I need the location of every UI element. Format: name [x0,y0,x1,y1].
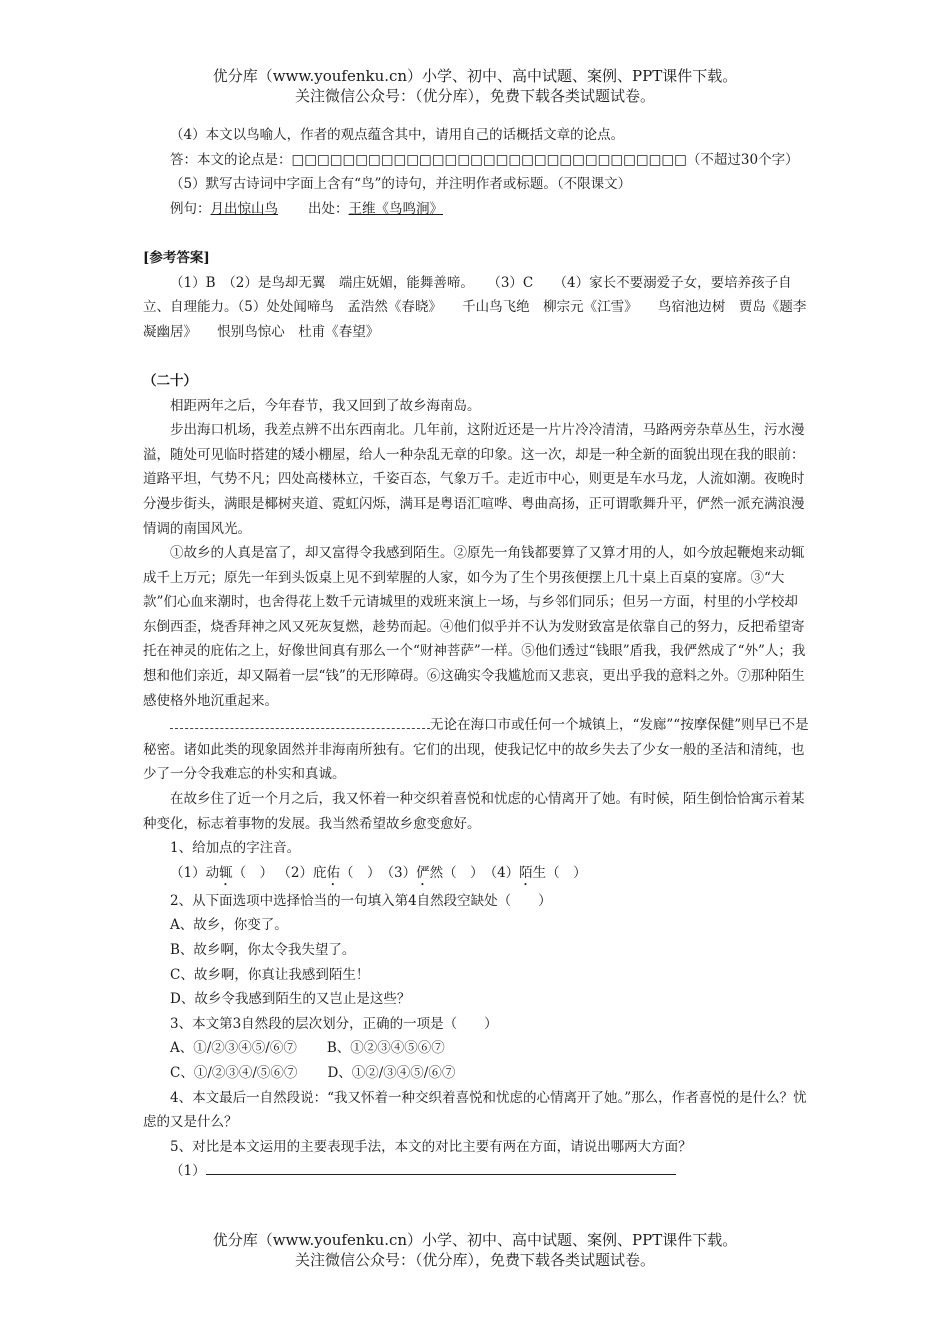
document-body [143,123,809,1184]
q4-question: （4）本文以鸟喻人，作者的观点蕴含其中，请用自己的话概括文章的论点。 [170,127,625,143]
q2-option-a: A、故乡，你变了。 [170,917,288,934]
q3-options-row-1 [143,1036,809,1061]
page-footer [0,1230,950,1270]
answer-line [206,1160,676,1175]
q4-answer-boxes: □□□□□□□□□□□□□□□□□□□□□□□□□□□□□□□ [291,151,687,168]
q1-item-3-rest: 然（ ） [429,864,477,881]
q3-option-b: B、①②③④⑤⑥⑦ [326,1040,445,1057]
question-1: 1、给加点的字注音。 [170,840,301,857]
fill-blank [170,716,430,729]
header-line-2: 关注微信公众号：（优分库），免费下载各类试题试卷。 [294,87,655,105]
q5-answer-1 [143,1159,809,1184]
q1-item-1-blank: （ ） [232,864,274,881]
paragraph-3: ①故乡的人真是富了，却又富得令我感到陌生。②原先一角钱都要算了又算才用的人，如今放起鞭炮来动辄成千上万元；原先一年到头饭桌上见不到荤腥的人家，如今为了生个男孩便摆上几十桌上百桌的宴席。③“大款”们心血来潮时，也舍得花上数千元请城里的戏班来演上一场，与乡邻们同乐；但另一方面，村里的小学校却东倒西歪，烧香拜神之风又死灰复燃，趁势而起。④他们似乎并不认为发财致富是依靠自己的努力，反把希望寄托在神灵的庇佑之上，好像世间真有那么一个“财神菩萨”一样。⑤他们透过“钱眼”盾我，我俨然成了“外”人；我想和他们亲近，却又隔着一层“钱”的无形障碍。⑥这确实令我尴尬而又悲哀，更出乎我的意料之外。⑦那种陌生感使格外地沉重起来。 [143,545,806,709]
q1-item-4-rest: 生（ ） [532,864,587,881]
paragraph-4 [143,713,809,787]
q1-item-4-pre: （4） [490,864,520,881]
footer-line-1: 优分库（www.youfenku.cn）小学、初中、高中试题、案例、PPT课件下载。 [212,1231,738,1249]
q1-item-3-char: 俨 [416,864,430,881]
question-5: 5、对比是本文运用的主要表现手法，本文的对比主要有两在方面，请说出哪两大方面？ [170,1138,692,1155]
source-label: 出处： [308,200,349,217]
q3-options-row-2 [143,1061,809,1086]
question-2: 2、从下面选项中选择恰当的一句填入第4自然段空缺处（ ） [170,892,552,909]
paragraph-4-text: 无论在海口市或任何一个城镇上，“发廊”“按摩保健”则早已不是秘密。诸如此类的现象固然并非海南所独有。它们的出现，使我记忆中的故乡失去了少女一般的圣洁和清纯，也少了一分令我难忘的朴实和真诚。 [143,717,809,783]
q5-example [143,197,809,222]
q1-item-3-pre: （3） [387,864,417,881]
q1-item-2-char: 佑 [326,864,340,881]
example-label: 例句： [170,200,211,217]
source-value: 王维《鸟鸣涧》 [348,200,443,217]
q5-item-1-label: （1） [170,1163,206,1180]
q1-item-2-blank: （ ） [339,864,374,881]
q3-option-d: D、①②/③④⑤/⑥⑦ [327,1064,456,1081]
q5-question: （5）默写古诗词中字面上含有“鸟”的诗句，并注明作者或标题。（不限课文） [170,176,632,193]
q2-option-c: C、故乡啊，你真让我感到陌生！ [170,966,370,983]
question-3: 3、本文第3自然段的层次划分，正确的一项是（ ） [170,1015,498,1032]
q1-item-2-pre: （2）庇 [277,864,327,881]
q4-answer [143,148,809,173]
q1-item-1-pre: （1）动 [170,864,220,881]
q1-item-1-char: 辄 [219,864,233,881]
reference-title: [参考答案] [143,249,210,266]
paragraph-5: 在故乡住了近一个月之后，我又怀着一种交织着喜悦和忧虑的心情离开了她。有时候，陌生倒恰恰寓示着某种变化，标志着事物的发展。我当然希望故乡愈变愈好。 [143,791,805,832]
example-value: 月出惊山鸟 [210,200,278,217]
question-1-items [143,861,809,889]
q2-option-d: D、故乡令我感到陌生的又岂止是这些？ [170,991,411,1008]
paragraph-2: 步出海口机场，我差点辨不出东西南北。几年前，这附近还是一片片冷冷清清，马路两旁杂草丛生，污水漫溢，随处可见临时搭建的矮小棚屋，给人一种杂乱无章的印象。这一次，却是一种全新的面貌出现在我的眼前：道路平坦，气势不凡；四处高楼林立，千姿百态，气象万千。走近市中心，则更是车水马龙，人流如潮。夜晚时分漫步街头，满眼是椰树夹道、霓虹闪烁，满耳是粤语汇喧哗、粤曲高扬，正可谓歌舞升平，俨然一派充满浪漫情调的南国风光。 [143,422,805,537]
paragraph-1: 相距两年之后，今年春节，我又回到了故乡海南岛。 [170,397,481,414]
question-4: 4、本文最后一自然段说：“我又怀着一种交织着喜悦和忧虑的心情离开了她。”那么，作者喜悦的是什么？忧虑的又是什么？ [143,1089,807,1131]
section-title: （二十） [143,372,197,389]
header-line-1: 优分库（www.youfenku.cn）小学、初中、高中试题、案例、PPT课件下载。 [212,67,738,85]
q1-item-4-char: 陌 [519,864,533,881]
q4-answer-prefix: 答：本文的论点是： [170,151,292,168]
q4-answer-suffix: （不超过30个字） [686,151,799,168]
footer-line-2: 关注微信公众号：（优分库），免费下载各类试题试卷。 [294,1251,655,1269]
reference-answers: （1）B （2）是鸟却无翼 端庄妩媚，能舞善啼。 （3）C （4）家长不要溺爱子女，要培养孩子自立、自理能力。（5）处处闻啼鸟 孟浩然《春晓》 千山鸟飞绝 柳宗元《江雪》 鸟宿池边树 贾岛《题李凝幽居》 恨别鸟惊心 杜甫《春望》 [143,274,807,340]
page-header [0,66,950,106]
q2-option-b: B、故乡啊，你太令我失望了。 [170,942,356,958]
q3-option-a: A、①/②③④⑤/⑥⑦ [170,1040,297,1057]
q3-option-c: C、①/②③④/⑤⑥⑦ [170,1064,298,1081]
